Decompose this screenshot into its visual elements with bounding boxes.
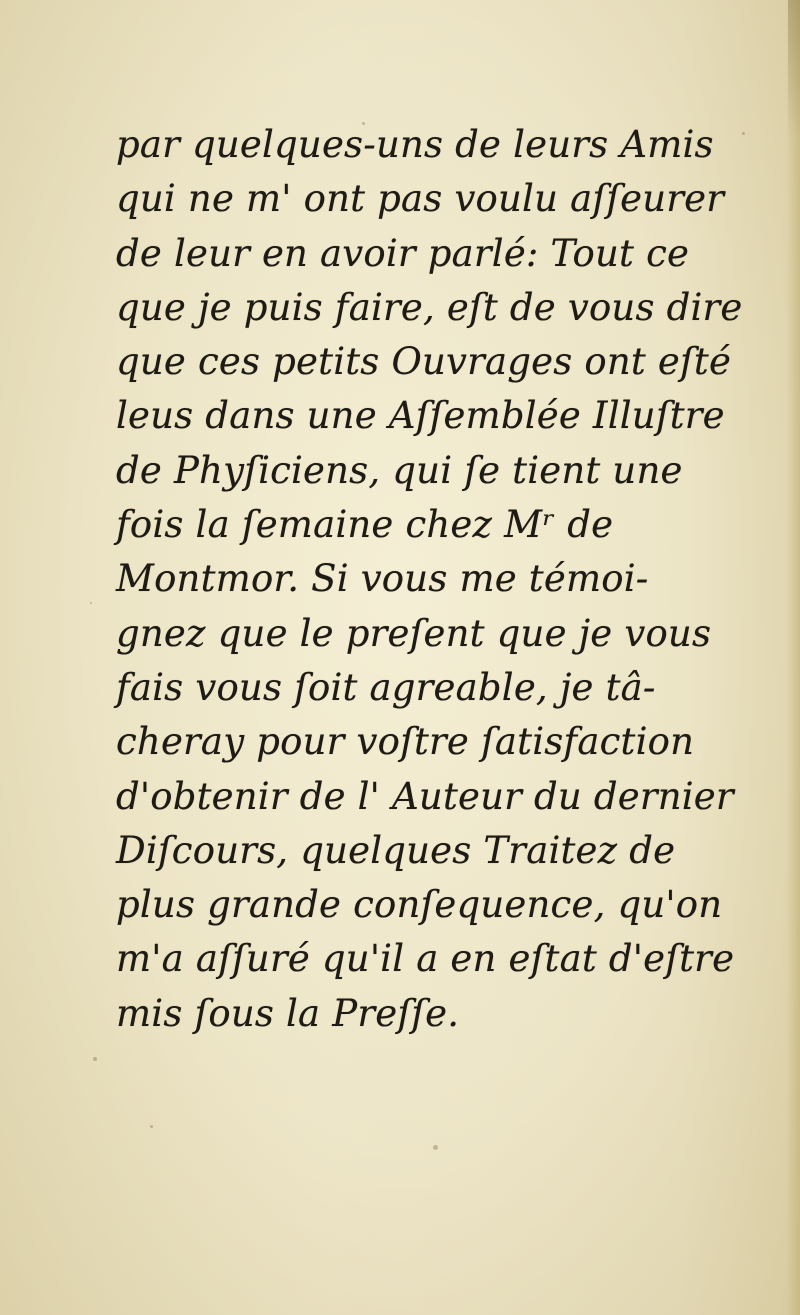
page-edge-shadow [786,0,800,1315]
text-line-6: leus dans une Aſſemblée Illuſtre [116,394,725,438]
page-corner-stain [788,0,800,140]
text-line-8: fois la ſemaine chez Mʳ de [116,503,614,547]
text-line-15: plus grande conſequence, qu'on [116,883,723,927]
paper-speck [93,1057,97,1061]
text-line-3: de leur en avoir parlé: Tout ce [116,231,690,275]
text-line-2: qui ne m' ont pas voulu aſſeurer [116,177,725,221]
paper-speck [90,602,92,604]
paper-speck [742,132,745,135]
text-line-1: par quelques-uns de leurs Amis [116,123,714,166]
text-line-7: de Phyſiciens, qui ſe tient une [116,448,683,492]
text-line-16: m'a aſſuré qu'il a en eſtat d'eſtre [116,937,735,981]
text-line-14: Diſcours, quelques Traitez de [116,828,676,872]
text-line-9: Montmor. Si vous me témoi- [116,557,649,601]
paper-speck [150,1125,153,1128]
paper-speck [433,1145,438,1150]
text-line-5: que ces petits Ouvrages ont eſté [116,340,732,384]
text-line-12: cheray pour voſtre ſatisfaction [116,720,695,764]
text-line-17: mis ſous la Preſſe. [116,991,460,1035]
text-line-11: fais vous ſoit agreable, je tâ- [116,665,656,709]
body-text [116,118,743,1041]
text-line-4: que je puis faire, eſt de vous dire [116,285,743,329]
text-line-10: gnez que le preſent que je vous [116,611,712,655]
text-line-13: d'obtenir de l' Auteur du dernier [116,774,734,818]
